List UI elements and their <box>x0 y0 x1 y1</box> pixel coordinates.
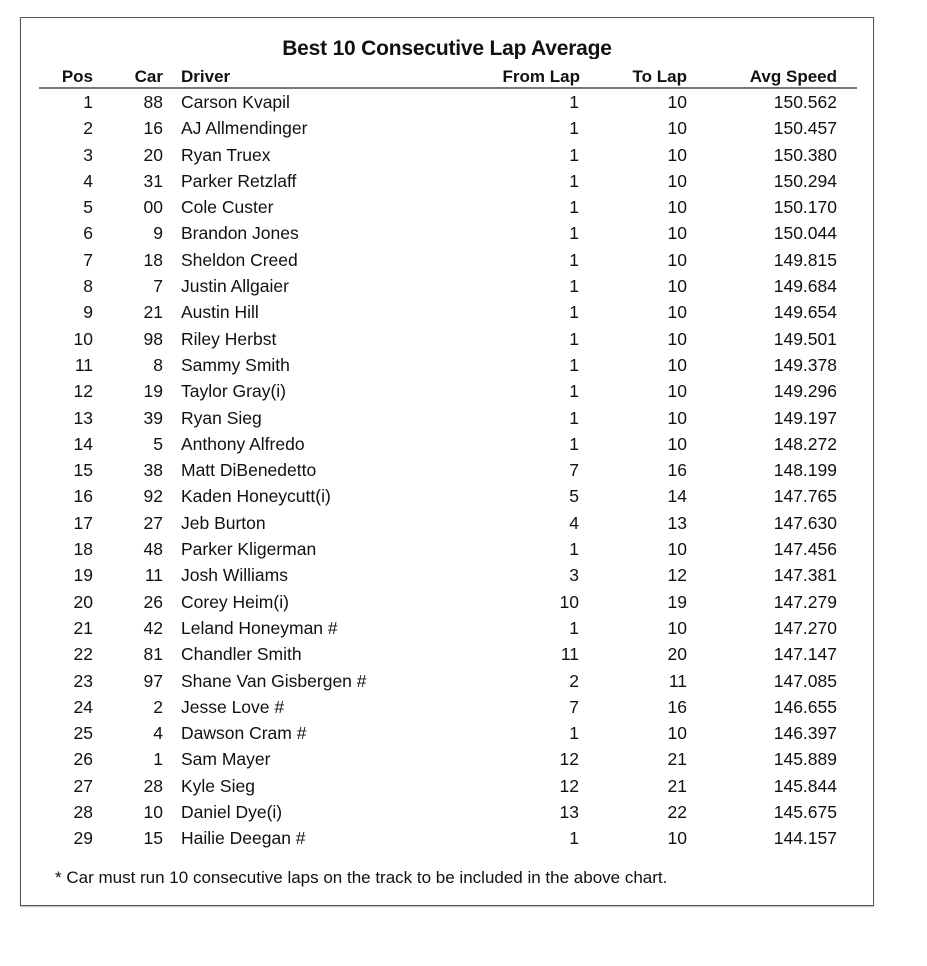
row-from-lap: 1 <box>569 170 579 191</box>
row-pos: 5 <box>83 197 93 218</box>
row-car: 28 <box>143 775 163 796</box>
table-row <box>21 142 873 168</box>
row-to-lap: 10 <box>667 170 687 191</box>
table-row <box>21 641 873 667</box>
row-car: 15 <box>143 828 163 849</box>
row-pos: 27 <box>73 775 93 796</box>
row-car: 00 <box>143 197 163 218</box>
row-to-lap: 10 <box>667 276 687 297</box>
row-car: 39 <box>143 407 163 428</box>
row-to-lap: 10 <box>667 92 687 112</box>
row-pos: 22 <box>73 644 93 665</box>
table-row <box>21 589 873 615</box>
table-row <box>21 720 873 746</box>
row-from-lap: 1 <box>569 433 579 454</box>
row-driver: Jeb Burton <box>181 512 266 533</box>
row-pos: 1 <box>83 92 93 112</box>
row-car: 2 <box>153 696 163 717</box>
row-pos: 8 <box>83 276 93 297</box>
row-from-lap: 2 <box>569 670 579 691</box>
row-to-lap: 10 <box>667 407 687 428</box>
row-avg-speed: 147.085 <box>773 670 837 691</box>
table-row <box>21 326 873 352</box>
row-driver: Sheldon Creed <box>181 249 298 270</box>
row-to-lap: 21 <box>667 775 687 796</box>
row-pos: 15 <box>73 460 93 481</box>
row-from-lap: 11 <box>560 644 579 665</box>
row-avg-speed: 147.147 <box>773 644 837 665</box>
row-avg-speed: 149.378 <box>773 354 837 375</box>
row-to-lap: 20 <box>667 644 687 665</box>
row-to-lap: 10 <box>667 328 687 349</box>
row-from-lap: 1 <box>569 276 579 297</box>
row-pos: 4 <box>83 170 93 191</box>
row-to-lap: 22 <box>667 802 687 823</box>
row-avg-speed: 149.197 <box>773 407 837 428</box>
row-driver: Shane Van Gisbergen # <box>181 670 367 691</box>
row-car: 1 <box>153 749 163 770</box>
row-pos: 11 <box>74 354 93 375</box>
row-pos: 26 <box>73 749 93 770</box>
header-from-lap: From Lap <box>502 67 580 86</box>
table-header <box>21 66 873 88</box>
row-avg-speed: 147.630 <box>773 512 837 533</box>
row-from-lap: 1 <box>569 328 579 349</box>
row-to-lap: 19 <box>667 591 687 612</box>
row-avg-speed: 148.272 <box>773 433 837 454</box>
row-avg-speed: 147.279 <box>773 591 837 612</box>
header-to-lap: To Lap <box>632 67 687 86</box>
table-row <box>21 746 873 772</box>
row-pos: 9 <box>83 302 93 323</box>
row-avg-speed: 145.889 <box>773 749 837 770</box>
row-driver: Ryan Sieg <box>181 407 262 428</box>
row-from-lap: 12 <box>559 775 579 796</box>
row-pos: 16 <box>73 486 93 507</box>
row-driver: Chandler Smith <box>181 644 302 665</box>
table-row <box>21 773 873 799</box>
row-car: 88 <box>143 92 163 112</box>
row-avg-speed: 147.270 <box>773 617 837 638</box>
row-driver: Sam Mayer <box>181 749 271 770</box>
row-car: 19 <box>143 381 163 402</box>
row-from-lap: 1 <box>569 144 579 165</box>
row-car: 42 <box>143 617 163 638</box>
row-pos: 23 <box>73 670 93 691</box>
row-car: 16 <box>143 118 163 139</box>
table-row <box>21 562 873 588</box>
report-title: Best 10 Consecutive Lap Average <box>282 37 612 59</box>
row-to-lap: 10 <box>667 302 687 323</box>
row-car: 48 <box>143 539 163 560</box>
row-pos: 19 <box>73 565 93 586</box>
row-driver: Brandon Jones <box>181 223 299 244</box>
row-avg-speed: 146.655 <box>773 696 837 717</box>
table-row <box>21 615 873 641</box>
row-pos: 13 <box>73 407 93 428</box>
table-row <box>21 89 873 115</box>
row-from-lap: 5 <box>569 486 579 507</box>
table-row <box>21 352 873 378</box>
row-driver: Matt DiBenedetto <box>181 460 317 481</box>
row-car: 11 <box>144 565 163 586</box>
row-avg-speed: 148.199 <box>773 460 837 481</box>
row-avg-speed: 150.044 <box>773 223 837 244</box>
row-to-lap: 10 <box>667 723 687 744</box>
row-from-lap: 12 <box>559 749 579 770</box>
row-from-lap: 1 <box>569 539 579 560</box>
row-driver: Austin Hill <box>181 302 259 323</box>
row-pos: 6 <box>83 223 93 244</box>
table-row <box>21 483 873 509</box>
footnote: * Car must run 10 consecutive laps on the track to be included in the above chart. <box>55 868 668 887</box>
row-driver: Jesse Love # <box>181 696 285 717</box>
row-from-lap: 1 <box>569 92 579 112</box>
row-from-lap: 1 <box>569 249 579 270</box>
row-car: 4 <box>153 723 163 744</box>
row-car: 26 <box>143 591 163 612</box>
row-avg-speed: 150.294 <box>773 170 837 191</box>
row-from-lap: 1 <box>569 381 579 402</box>
header-pos: Pos <box>61 67 93 86</box>
row-car: 81 <box>143 644 163 665</box>
row-to-lap: 21 <box>667 749 687 770</box>
row-car: 27 <box>143 512 163 533</box>
row-to-lap: 10 <box>667 617 687 638</box>
row-driver: Kaden Honeycutt(i) <box>181 486 331 507</box>
row-avg-speed: 146.397 <box>773 723 837 744</box>
row-avg-speed: 147.456 <box>773 539 837 560</box>
row-avg-speed: 150.562 <box>773 92 837 112</box>
row-pos: 21 <box>73 617 93 638</box>
table-row <box>21 825 873 851</box>
row-pos: 17 <box>73 512 93 533</box>
row-driver: Cole Custer <box>181 197 274 218</box>
row-to-lap: 13 <box>667 512 687 533</box>
row-avg-speed: 150.380 <box>773 144 837 165</box>
row-to-lap: 10 <box>667 433 687 454</box>
row-driver: Leland Honeyman # <box>181 617 338 638</box>
header-avg-speed: Avg Speed <box>749 67 837 86</box>
row-avg-speed: 150.170 <box>773 197 837 218</box>
row-driver: Anthony Alfredo <box>181 433 305 454</box>
row-pos: 14 <box>73 433 93 454</box>
row-driver: Kyle Sieg <box>181 775 255 796</box>
table-row <box>21 115 873 141</box>
row-avg-speed: 149.654 <box>773 302 837 323</box>
row-driver: AJ Allmendinger <box>181 118 308 139</box>
row-from-lap: 1 <box>569 407 579 428</box>
row-avg-speed: 150.457 <box>773 118 837 139</box>
row-driver: Sammy Smith <box>181 354 290 375</box>
row-driver: Daniel Dye(i) <box>181 802 283 823</box>
row-pos: 3 <box>83 144 93 165</box>
row-car: 38 <box>143 460 163 481</box>
table-row <box>21 378 873 404</box>
table-row <box>21 194 873 220</box>
row-car: 20 <box>143 144 163 165</box>
row-avg-speed: 144.157 <box>773 828 837 849</box>
report-frame <box>20 17 874 906</box>
table-row <box>21 799 873 825</box>
row-from-lap: 1 <box>569 617 579 638</box>
row-from-lap: 1 <box>569 118 579 139</box>
row-to-lap: 10 <box>667 354 687 375</box>
header-driver: Driver <box>181 67 231 86</box>
row-from-lap: 1 <box>569 354 579 375</box>
row-car: 18 <box>143 249 163 270</box>
row-driver: Dawson Cram # <box>181 723 307 744</box>
row-to-lap: 10 <box>667 144 687 165</box>
row-to-lap: 14 <box>667 486 687 507</box>
row-to-lap: 16 <box>667 460 687 481</box>
row-avg-speed: 145.844 <box>773 775 837 796</box>
row-to-lap: 16 <box>667 696 687 717</box>
table-row <box>21 168 873 194</box>
row-to-lap: 10 <box>667 249 687 270</box>
row-driver: Josh Williams <box>181 565 288 586</box>
row-to-lap: 10 <box>667 118 687 139</box>
row-avg-speed: 149.815 <box>773 249 837 270</box>
row-car: 5 <box>153 433 163 454</box>
row-to-lap: 10 <box>667 197 687 218</box>
row-avg-speed: 149.684 <box>773 276 837 297</box>
row-driver: Corey Heim(i) <box>181 591 289 612</box>
table-row <box>21 668 873 694</box>
table-row <box>21 273 873 299</box>
row-pos: 20 <box>73 591 93 612</box>
row-avg-speed: 149.501 <box>773 328 837 349</box>
row-pos: 7 <box>83 249 93 270</box>
row-to-lap: 10 <box>667 828 687 849</box>
row-from-lap: 13 <box>559 802 579 823</box>
row-pos: 28 <box>73 802 93 823</box>
table-row <box>21 694 873 720</box>
row-car: 7 <box>153 276 163 297</box>
row-from-lap: 7 <box>569 696 579 717</box>
row-pos: 24 <box>73 696 93 717</box>
table-row <box>21 405 873 431</box>
row-driver: Parker Kligerman <box>181 539 317 560</box>
row-to-lap: 10 <box>667 223 687 244</box>
row-avg-speed: 147.765 <box>773 486 837 507</box>
row-driver: Justin Allgaier <box>181 276 289 297</box>
row-from-lap: 1 <box>569 723 579 744</box>
row-car: 31 <box>143 170 163 191</box>
row-pos: 25 <box>73 723 93 744</box>
row-from-lap: 10 <box>559 591 579 612</box>
row-driver: Carson Kvapil <box>181 92 290 112</box>
table-row <box>21 299 873 325</box>
row-from-lap: 1 <box>569 302 579 323</box>
row-car: 21 <box>143 302 163 323</box>
table-row <box>21 457 873 483</box>
row-from-lap: 3 <box>569 565 579 586</box>
row-from-lap: 7 <box>569 460 579 481</box>
row-pos: 18 <box>73 539 93 560</box>
row-driver: Hailie Deegan # <box>181 828 306 849</box>
row-pos: 2 <box>83 118 93 139</box>
row-avg-speed: 147.381 <box>773 565 837 586</box>
row-driver: Taylor Gray(i) <box>181 381 287 402</box>
table-row <box>21 220 873 246</box>
row-car: 10 <box>143 802 163 823</box>
row-to-lap: 11 <box>668 670 687 691</box>
row-from-lap: 4 <box>569 512 579 533</box>
row-to-lap: 10 <box>667 381 687 402</box>
row-car: 98 <box>143 328 163 349</box>
row-driver: Riley Herbst <box>181 328 277 349</box>
row-car: 8 <box>153 354 163 375</box>
row-avg-speed: 145.675 <box>773 802 837 823</box>
row-pos: 12 <box>73 381 93 402</box>
row-to-lap: 12 <box>667 565 687 586</box>
row-car: 97 <box>143 670 163 691</box>
row-from-lap: 1 <box>569 828 579 849</box>
row-pos: 10 <box>73 328 93 349</box>
row-to-lap: 10 <box>667 539 687 560</box>
row-car: 92 <box>143 486 163 507</box>
table-row <box>21 247 873 273</box>
row-driver: Ryan Truex <box>181 144 271 165</box>
row-from-lap: 1 <box>569 197 579 218</box>
table-row <box>21 510 873 536</box>
results-table-body <box>21 89 873 852</box>
header-car: Car <box>134 67 163 86</box>
row-avg-speed: 149.296 <box>773 381 837 402</box>
row-pos: 29 <box>73 828 93 849</box>
row-car: 9 <box>153 223 163 244</box>
table-row <box>21 431 873 457</box>
table-row <box>21 536 873 562</box>
row-from-lap: 1 <box>569 223 579 244</box>
row-driver: Parker Retzlaff <box>181 170 297 191</box>
